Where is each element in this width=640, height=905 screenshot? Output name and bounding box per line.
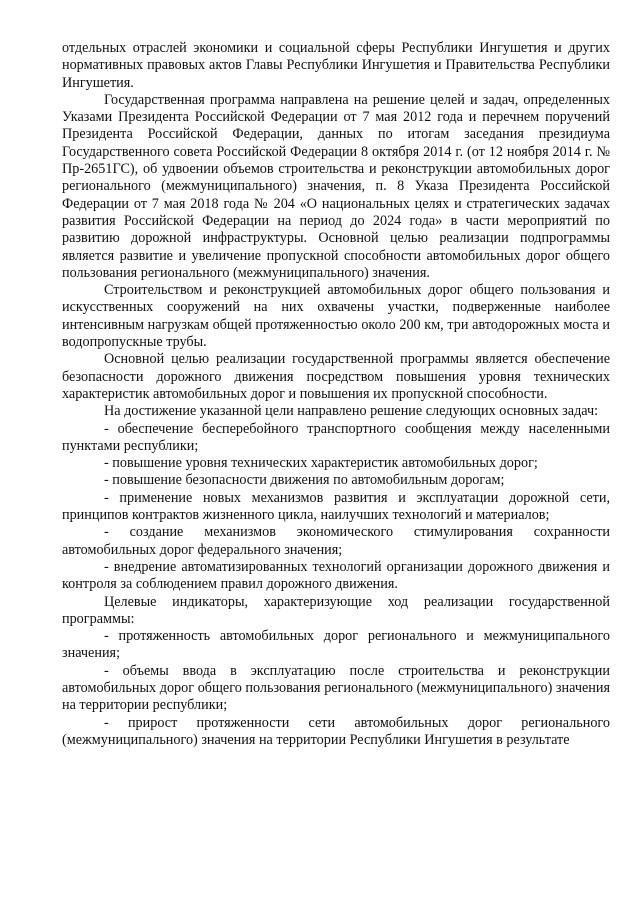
list-item: - обеспечение бесперебойного транспортного сообщения между населенными пунктами республики; xyxy=(62,420,610,454)
list-item: - протяженность автомобильных дорог регионального и межмуниципального значения; xyxy=(62,628,610,662)
list-item: - прирост протяженности сети автомобильных дорог регионального (межмуниципального) значения на территории Республики Ингушетия в результате xyxy=(62,714,610,748)
list-item: - внедрение автоматизированных технологий организации дорожного движения и контроля за соблюдением правил дорожного движения. xyxy=(62,558,610,593)
paragraph: Строительством и реконструкцией автомобильных дорог общего пользования и искусственных сооружений на них охвачены участки, подверженные наиболее интенсивным нагрузкам общей протяженностью около 200 км, три автодорожных моста и водопропускные трубы. xyxy=(62,282,610,351)
paragraph: Основной целью реализации государственной программы является обеспечение безопасности дорожного движения посредством повышения уровня технических характеристик автомобильных дорог и повышения их пропускной способности. xyxy=(62,351,610,402)
list-item: - создание механизмов экономического стимулирования сохранности автомобильных дорог федерального значения; xyxy=(62,524,610,558)
list-item: - повышение уровня технических характеристик автомобильных дорог; xyxy=(104,455,538,472)
list-item: - объемы ввода в эксплуатацию после строительства и реконструкции автомобильных дорог общего пользования регионального (межмуниципального) значения на территории республики; xyxy=(62,662,610,714)
list-item: - применение новых механизмов развития и эксплуатации дорожной сети, принципов контрактов жизненного цикла, наилучших технологий и материалов; xyxy=(62,489,610,524)
paragraph: На достижение указанной цели направлено решение следующих основных задач: xyxy=(104,403,599,420)
list-item: - повышение безопасности движения по автомобильным дорогам; xyxy=(104,472,505,489)
paragraph: отдельных отраслей экономики и социальной сферы Республики Ингушетия и других нормативных правовых актов Главы Республики Ингушетия и Правительства Республики Ингушетия. xyxy=(62,40,610,91)
paragraph: Государственная программа направлена на решение целей и задач, определенных Указами Президента Российской Федерации от 7 мая 2012 года и перечнем поручений Президента Российской Федерации, данных по итогам заседания президиума Государственного совета Российской Федерации 8 октября 2014 г. (от 12 ноября 2014 г. № Пр-2651ГС), об удвоении объемов строительства и реконструкции автомобильных дорог регионального (межмуниципального) значения, п. 8 Указа Президента Российской Федерации от 7 мая 2018 года № 204 «О национальных целях и стратегических задачах развития Российской Федерации на период до 2024 года» в части мероприятий по развитию дорожной инфраструктуры. Основной целью реализации подпрограммы является развитие и увеличение пропускной способности автомобильных дорог общего пользования регионального (межмуниципального) значения. xyxy=(62,91,610,281)
document-body xyxy=(62,40,610,749)
paragraph: Целевые индикаторы, характеризующие ход реализации государственной программы: xyxy=(62,593,610,627)
